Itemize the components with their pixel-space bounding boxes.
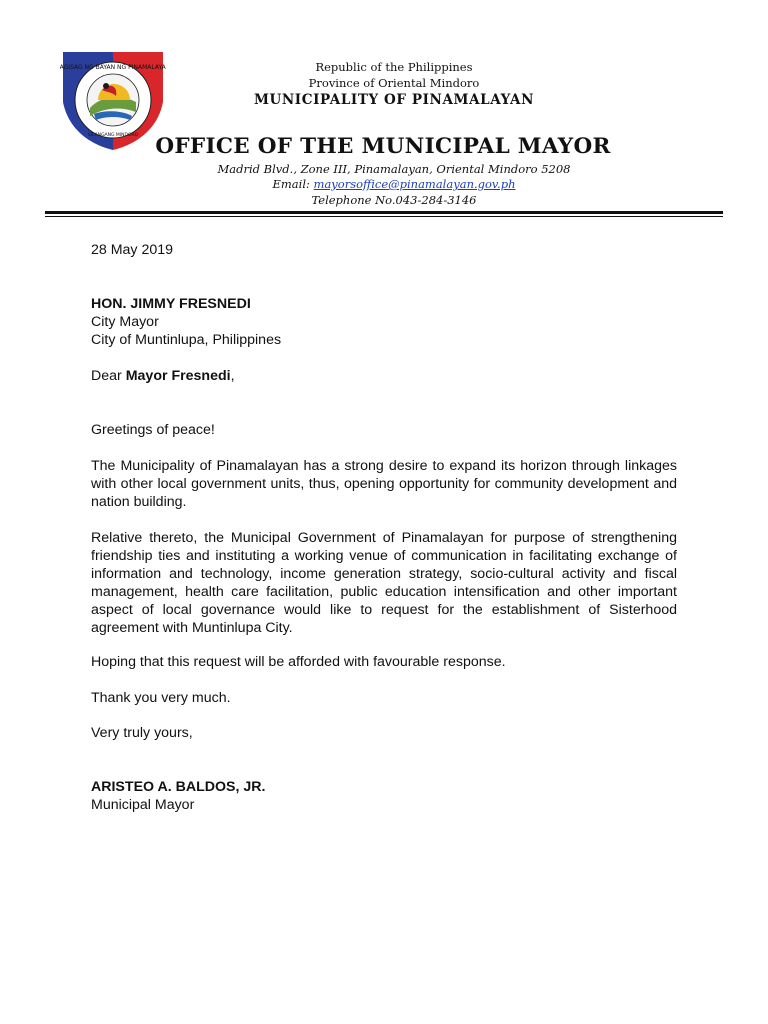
seal-text: SAGISAG NG BAYAN NG PINAMALAYAN [60, 64, 166, 71]
republic-line: Republic of the Philippines [315, 60, 473, 74]
thanks-line: Thank you very much. [91, 690, 231, 706]
salutation-name: Mayor Fresnedi [125, 368, 231, 384]
address-line: Madrid Blvd., Zone III, Pinamalayan, Oriental Mindoro 5208 [217, 162, 571, 176]
salutation-suffix: , [230, 368, 235, 384]
signatory-name: ARISTEO A. BALDOS, JR. [91, 779, 266, 795]
seal-subtext: SILANGANG MINDORO [87, 133, 139, 138]
signature-block [91, 778, 677, 814]
salutation-prefix: Dear [91, 368, 122, 384]
paragraph-2: Relative thereto, the Municipal Government of Pinamalayan for purpose of strengthening friendship ties and instituting a working venue of communication in facilitating exchange of information and technology, income generation strategy, socio-cultural activity and fiscal management, health care facilitation, public education intensification and other important aspect of local governance would like to request for the establishment of Sisterhood agreement with Muntinlupa City. [91, 530, 677, 636]
email-link[interactable]: mayorsoffice@pinamalayan.gov.ph [313, 177, 516, 191]
telephone-line: Telephone No.043-284-3146 [311, 193, 477, 207]
recipient-name: HON. JIMMY FRESNEDI [91, 296, 251, 312]
greeting: Greetings of peace! [91, 422, 215, 438]
closing-line: Very truly yours, [91, 725, 193, 741]
province-line: Province of Oriental Mindoro [308, 76, 480, 90]
header-rule-thin [45, 216, 723, 217]
recipient-title: City Mayor [91, 314, 159, 330]
email-label: Email: [272, 177, 310, 191]
letter-date: 28 May 2019 [91, 242, 174, 258]
header-rule-thick [45, 211, 723, 214]
salutation [91, 367, 677, 385]
signatory-title: Municipal Mayor [91, 797, 195, 813]
paragraph-3: Hoping that this request will be afforded with favourable response. [91, 654, 506, 670]
email-line [10, 177, 768, 191]
paragraph-1: The Municipality of Pinamalayan has a strong desire to expand its horizon through linkages with other local government units, thus, opening opportunity for community development and nation building. [91, 458, 677, 510]
recipient-city: City of Muntinlupa, Philippines [91, 332, 282, 348]
municipality-line: MUNICIPALITY OF PINAMALAYAN [253, 92, 535, 108]
office-title: OFFICE OF THE MUNICIPAL MAYOR [155, 134, 611, 159]
recipient-block [91, 295, 677, 349]
